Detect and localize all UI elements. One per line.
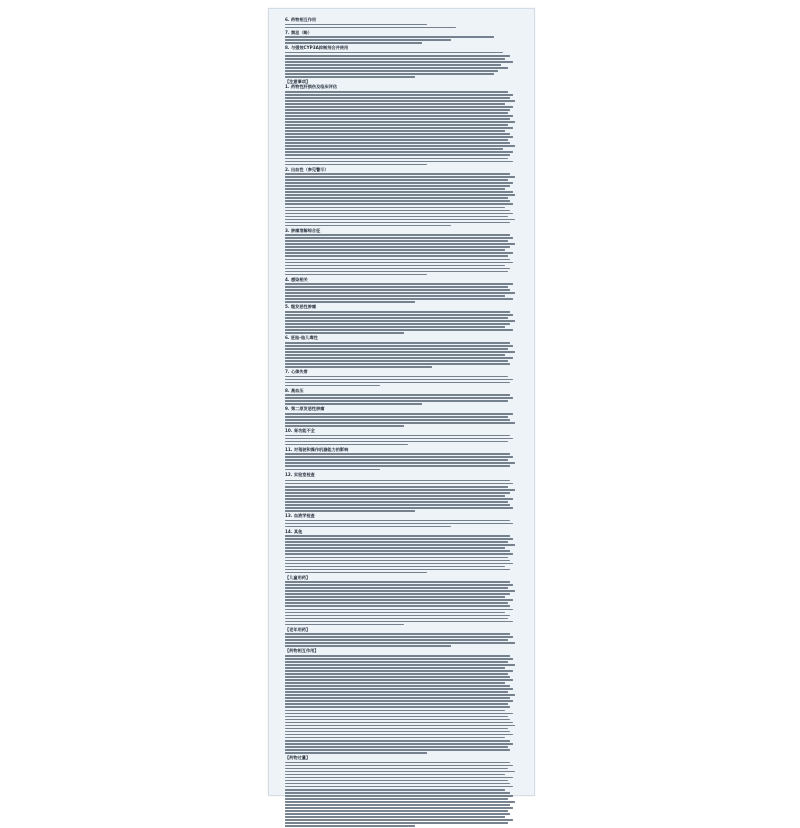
text-line	[285, 599, 513, 601]
text-line	[285, 566, 505, 568]
document-section	[285, 472, 522, 512]
section-heading: 4. 感染相关	[285, 276, 308, 282]
text-line	[285, 225, 451, 227]
text-line	[285, 213, 513, 215]
text-line	[285, 70, 498, 72]
text-line	[285, 289, 510, 291]
text-line	[285, 351, 515, 353]
text-line	[285, 311, 510, 313]
text-line	[285, 560, 510, 562]
section-heading: 13. 血液学检查	[285, 513, 315, 519]
text-line	[285, 357, 513, 359]
section-heading: 【老年用药】	[285, 626, 311, 632]
text-line	[285, 234, 510, 236]
text-line	[285, 480, 510, 482]
text-line	[285, 722, 513, 724]
text-line	[285, 697, 510, 699]
document-section	[285, 228, 522, 276]
text-line	[285, 737, 505, 739]
text-line	[285, 618, 508, 620]
text-line	[285, 544, 515, 546]
text-line	[285, 590, 515, 592]
document-body	[285, 17, 522, 828]
text-line	[285, 507, 513, 509]
text-line	[285, 798, 508, 800]
text-line	[285, 682, 505, 684]
text-line	[285, 382, 510, 384]
text-line	[285, 219, 515, 221]
text-line	[285, 547, 505, 549]
text-line	[285, 435, 510, 437]
text-line	[285, 520, 510, 522]
text-line	[285, 789, 505, 791]
section-heading: 【药物相互作用】	[285, 648, 319, 654]
text-line	[285, 425, 404, 427]
text-line	[285, 262, 513, 264]
section-heading: 6. 药物相互作用	[285, 17, 317, 22]
text-line	[285, 348, 508, 350]
text-line	[285, 142, 510, 144]
text-line	[285, 342, 510, 344]
section-heading: 6. 胚胎-胎儿毒性	[285, 335, 318, 341]
text-line	[285, 498, 513, 500]
text-line	[285, 139, 508, 141]
section-heading: 【儿童用药】	[285, 574, 311, 580]
text-line	[285, 207, 505, 209]
text-line	[285, 413, 513, 415]
text-line	[285, 679, 513, 681]
text-line	[285, 655, 510, 657]
text-line	[285, 581, 510, 583]
text-line	[285, 27, 456, 29]
text-line	[285, 246, 510, 248]
text-line	[285, 673, 508, 675]
text-line	[285, 179, 508, 181]
text-line	[285, 703, 508, 705]
text-line	[285, 541, 508, 543]
text-line	[285, 658, 513, 660]
text-line	[285, 259, 510, 261]
text-line	[285, 550, 510, 552]
text-line	[285, 609, 513, 611]
text-line	[285, 64, 501, 66]
text-line	[285, 752, 427, 754]
text-line	[285, 645, 451, 647]
document-section	[285, 755, 522, 827]
text-line	[285, 538, 513, 540]
text-line	[285, 222, 510, 224]
text-line	[285, 438, 513, 440]
text-line	[285, 243, 515, 245]
section-heading: 14. 其他	[285, 528, 303, 534]
text-line	[285, 67, 508, 69]
text-line	[285, 376, 508, 378]
text-line	[285, 804, 510, 806]
text-line	[285, 810, 508, 812]
text-line	[285, 286, 508, 288]
text-line	[285, 121, 515, 123]
text-line	[285, 768, 508, 770]
section-heading: 【药物过量】	[285, 754, 311, 760]
text-line	[285, 563, 513, 565]
document-section	[285, 428, 522, 445]
text-line	[285, 492, 510, 494]
document-section	[285, 529, 522, 574]
section-heading: 2. 出血性（参见警示）	[285, 166, 329, 172]
text-line	[285, 612, 505, 614]
text-line	[285, 441, 508, 443]
text-line	[285, 557, 508, 559]
text-line	[285, 403, 422, 405]
text-line	[285, 400, 508, 402]
text-line	[285, 301, 415, 303]
text-line	[285, 792, 510, 794]
text-line	[285, 504, 510, 506]
text-line	[285, 182, 513, 184]
text-line	[285, 283, 513, 285]
document-section	[285, 627, 522, 647]
text-line	[285, 495, 505, 497]
text-line	[285, 164, 427, 166]
text-line	[285, 813, 510, 815]
text-line	[285, 73, 494, 75]
text-line	[285, 489, 515, 491]
text-line	[285, 639, 508, 641]
text-line	[285, 774, 505, 776]
text-line	[285, 801, 515, 803]
text-line	[285, 240, 508, 242]
text-line	[285, 268, 510, 270]
text-line	[285, 444, 408, 446]
text-line	[285, 203, 513, 205]
section-heading: 5. 继发恶性肿瘤	[285, 304, 317, 310]
section-heading: 7. 心律失常	[285, 369, 308, 375]
text-line	[285, 642, 515, 644]
text-line	[285, 786, 513, 788]
document-section	[285, 406, 522, 426]
text-line	[285, 602, 508, 604]
text-line	[285, 593, 510, 595]
text-line	[285, 416, 508, 418]
text-line	[285, 265, 505, 267]
text-line	[285, 526, 451, 528]
text-line	[285, 191, 513, 193]
text-line	[285, 807, 513, 809]
text-line	[285, 486, 508, 488]
text-line	[285, 572, 427, 574]
text-line	[285, 535, 510, 537]
text-line	[285, 740, 510, 742]
text-line	[285, 136, 513, 138]
text-line	[285, 569, 510, 571]
text-line	[285, 636, 513, 638]
section-heading: 3. 肿瘤溶解综合征	[285, 227, 321, 233]
text-line	[285, 317, 508, 319]
text-line	[285, 771, 515, 773]
text-line	[285, 58, 505, 60]
document-section	[285, 84, 522, 165]
text-line	[285, 453, 510, 455]
text-line	[285, 691, 508, 693]
document-sheet	[268, 8, 535, 796]
text-line	[285, 210, 510, 212]
text-line	[285, 700, 513, 702]
text-line	[285, 133, 510, 135]
text-line	[285, 731, 510, 733]
text-line	[285, 459, 508, 461]
text-line	[285, 685, 510, 687]
text-line	[285, 670, 513, 672]
text-line	[285, 161, 513, 163]
text-line	[285, 621, 513, 623]
text-line	[285, 746, 508, 748]
text-line	[285, 158, 508, 160]
text-line	[285, 237, 513, 239]
text-line	[285, 197, 508, 199]
text-line	[285, 469, 380, 471]
document-section	[285, 369, 522, 386]
text-line	[285, 394, 510, 396]
text-line	[285, 501, 508, 503]
text-line	[285, 587, 508, 589]
text-line	[285, 145, 515, 147]
text-line	[285, 127, 513, 129]
text-line	[285, 615, 510, 617]
text-line	[285, 605, 510, 607]
text-line	[285, 130, 505, 132]
text-line	[285, 100, 515, 102]
text-line	[285, 633, 510, 635]
text-line	[285, 249, 505, 251]
text-line	[285, 115, 513, 117]
text-line	[285, 292, 515, 294]
document-section	[285, 447, 522, 470]
text-line	[285, 465, 510, 467]
text-line	[285, 688, 513, 690]
document-section	[285, 167, 522, 227]
section-heading: 【注意事项】	[285, 79, 311, 85]
text-line	[285, 76, 415, 78]
text-line	[285, 323, 510, 325]
text-line	[285, 274, 427, 276]
text-line	[285, 419, 510, 421]
document-section	[285, 575, 522, 626]
text-line	[285, 363, 510, 365]
text-line	[285, 765, 513, 767]
text-line	[285, 124, 508, 126]
text-line	[285, 112, 508, 114]
text-line	[285, 320, 515, 322]
text-line	[285, 94, 513, 96]
text-line	[285, 326, 505, 328]
document-section	[285, 277, 522, 303]
text-line	[285, 314, 513, 316]
text-line	[285, 154, 510, 156]
text-line	[285, 706, 510, 708]
text-line	[285, 255, 508, 257]
text-line	[285, 200, 510, 202]
section-heading: 7. 禁忌（略）	[285, 29, 312, 35]
text-line	[285, 734, 513, 736]
text-line	[285, 39, 451, 41]
text-line	[285, 397, 513, 399]
text-line	[285, 360, 508, 362]
text-line	[285, 523, 513, 525]
section-heading: 8. 与强效CYP3A抑制剂合并使用	[285, 45, 349, 51]
text-line	[285, 91, 508, 93]
text-line	[285, 483, 513, 485]
text-line	[285, 762, 510, 764]
document-section	[285, 513, 522, 527]
document-section	[285, 304, 522, 333]
text-line	[285, 176, 515, 178]
text-line	[285, 185, 510, 187]
document-section	[285, 335, 522, 367]
text-line	[285, 332, 404, 334]
text-line	[285, 61, 513, 63]
text-line	[285, 354, 505, 356]
text-line	[285, 103, 505, 105]
text-line	[285, 345, 513, 347]
text-line	[285, 667, 505, 669]
text-line	[285, 216, 508, 218]
document-section	[285, 17, 522, 28]
text-line	[285, 36, 494, 38]
text-line	[285, 749, 510, 751]
text-line	[285, 553, 513, 555]
text-line	[285, 194, 515, 196]
text-line	[285, 783, 510, 785]
section-heading: 12. 实验室检查	[285, 471, 315, 477]
text-line	[285, 173, 510, 175]
text-line	[285, 97, 510, 99]
text-line	[285, 271, 508, 273]
text-line	[285, 329, 513, 331]
section-heading: 11. 对驾驶和操作机器能力的影响	[285, 446, 349, 452]
text-line	[285, 719, 510, 721]
text-line	[285, 109, 510, 111]
document-section	[285, 30, 522, 44]
text-line	[285, 52, 503, 54]
text-line	[285, 676, 510, 678]
text-line	[285, 148, 503, 150]
text-line	[285, 780, 508, 782]
text-line	[285, 42, 422, 44]
text-line	[285, 694, 515, 696]
text-line	[285, 816, 505, 818]
section-heading: 1. 药物性肝损伤及临床评估	[285, 84, 338, 90]
text-line	[285, 151, 513, 153]
text-line	[285, 825, 415, 827]
section-heading: 10. 肾功能不全	[285, 428, 315, 434]
text-line	[285, 822, 508, 824]
text-line	[285, 252, 513, 254]
text-line	[285, 366, 432, 368]
section-heading: 8. 高血压	[285, 387, 304, 393]
text-line	[285, 385, 380, 387]
text-line	[285, 584, 513, 586]
text-line	[285, 298, 513, 300]
text-line	[285, 713, 513, 715]
text-line	[285, 510, 415, 512]
section-heading: 9. 第二原发恶性肿瘤	[285, 406, 325, 412]
text-line	[285, 743, 513, 745]
text-line	[285, 462, 515, 464]
document-section	[285, 45, 522, 77]
document-section	[285, 648, 522, 753]
document-section	[285, 388, 522, 405]
text-line	[285, 716, 508, 718]
text-line	[285, 55, 510, 57]
text-line	[285, 422, 515, 424]
text-line	[285, 795, 513, 797]
text-line	[285, 106, 513, 108]
text-line	[285, 118, 510, 120]
text-line	[285, 710, 505, 712]
text-line	[285, 596, 505, 598]
text-line	[285, 456, 513, 458]
text-line	[285, 24, 427, 26]
text-line	[285, 379, 513, 381]
text-line	[285, 777, 513, 779]
text-line	[285, 728, 508, 730]
text-line	[285, 188, 505, 190]
text-line	[285, 725, 515, 727]
text-line	[285, 295, 505, 297]
text-line	[285, 819, 513, 821]
text-line	[285, 624, 404, 626]
text-line	[285, 664, 515, 666]
text-line	[285, 661, 508, 663]
